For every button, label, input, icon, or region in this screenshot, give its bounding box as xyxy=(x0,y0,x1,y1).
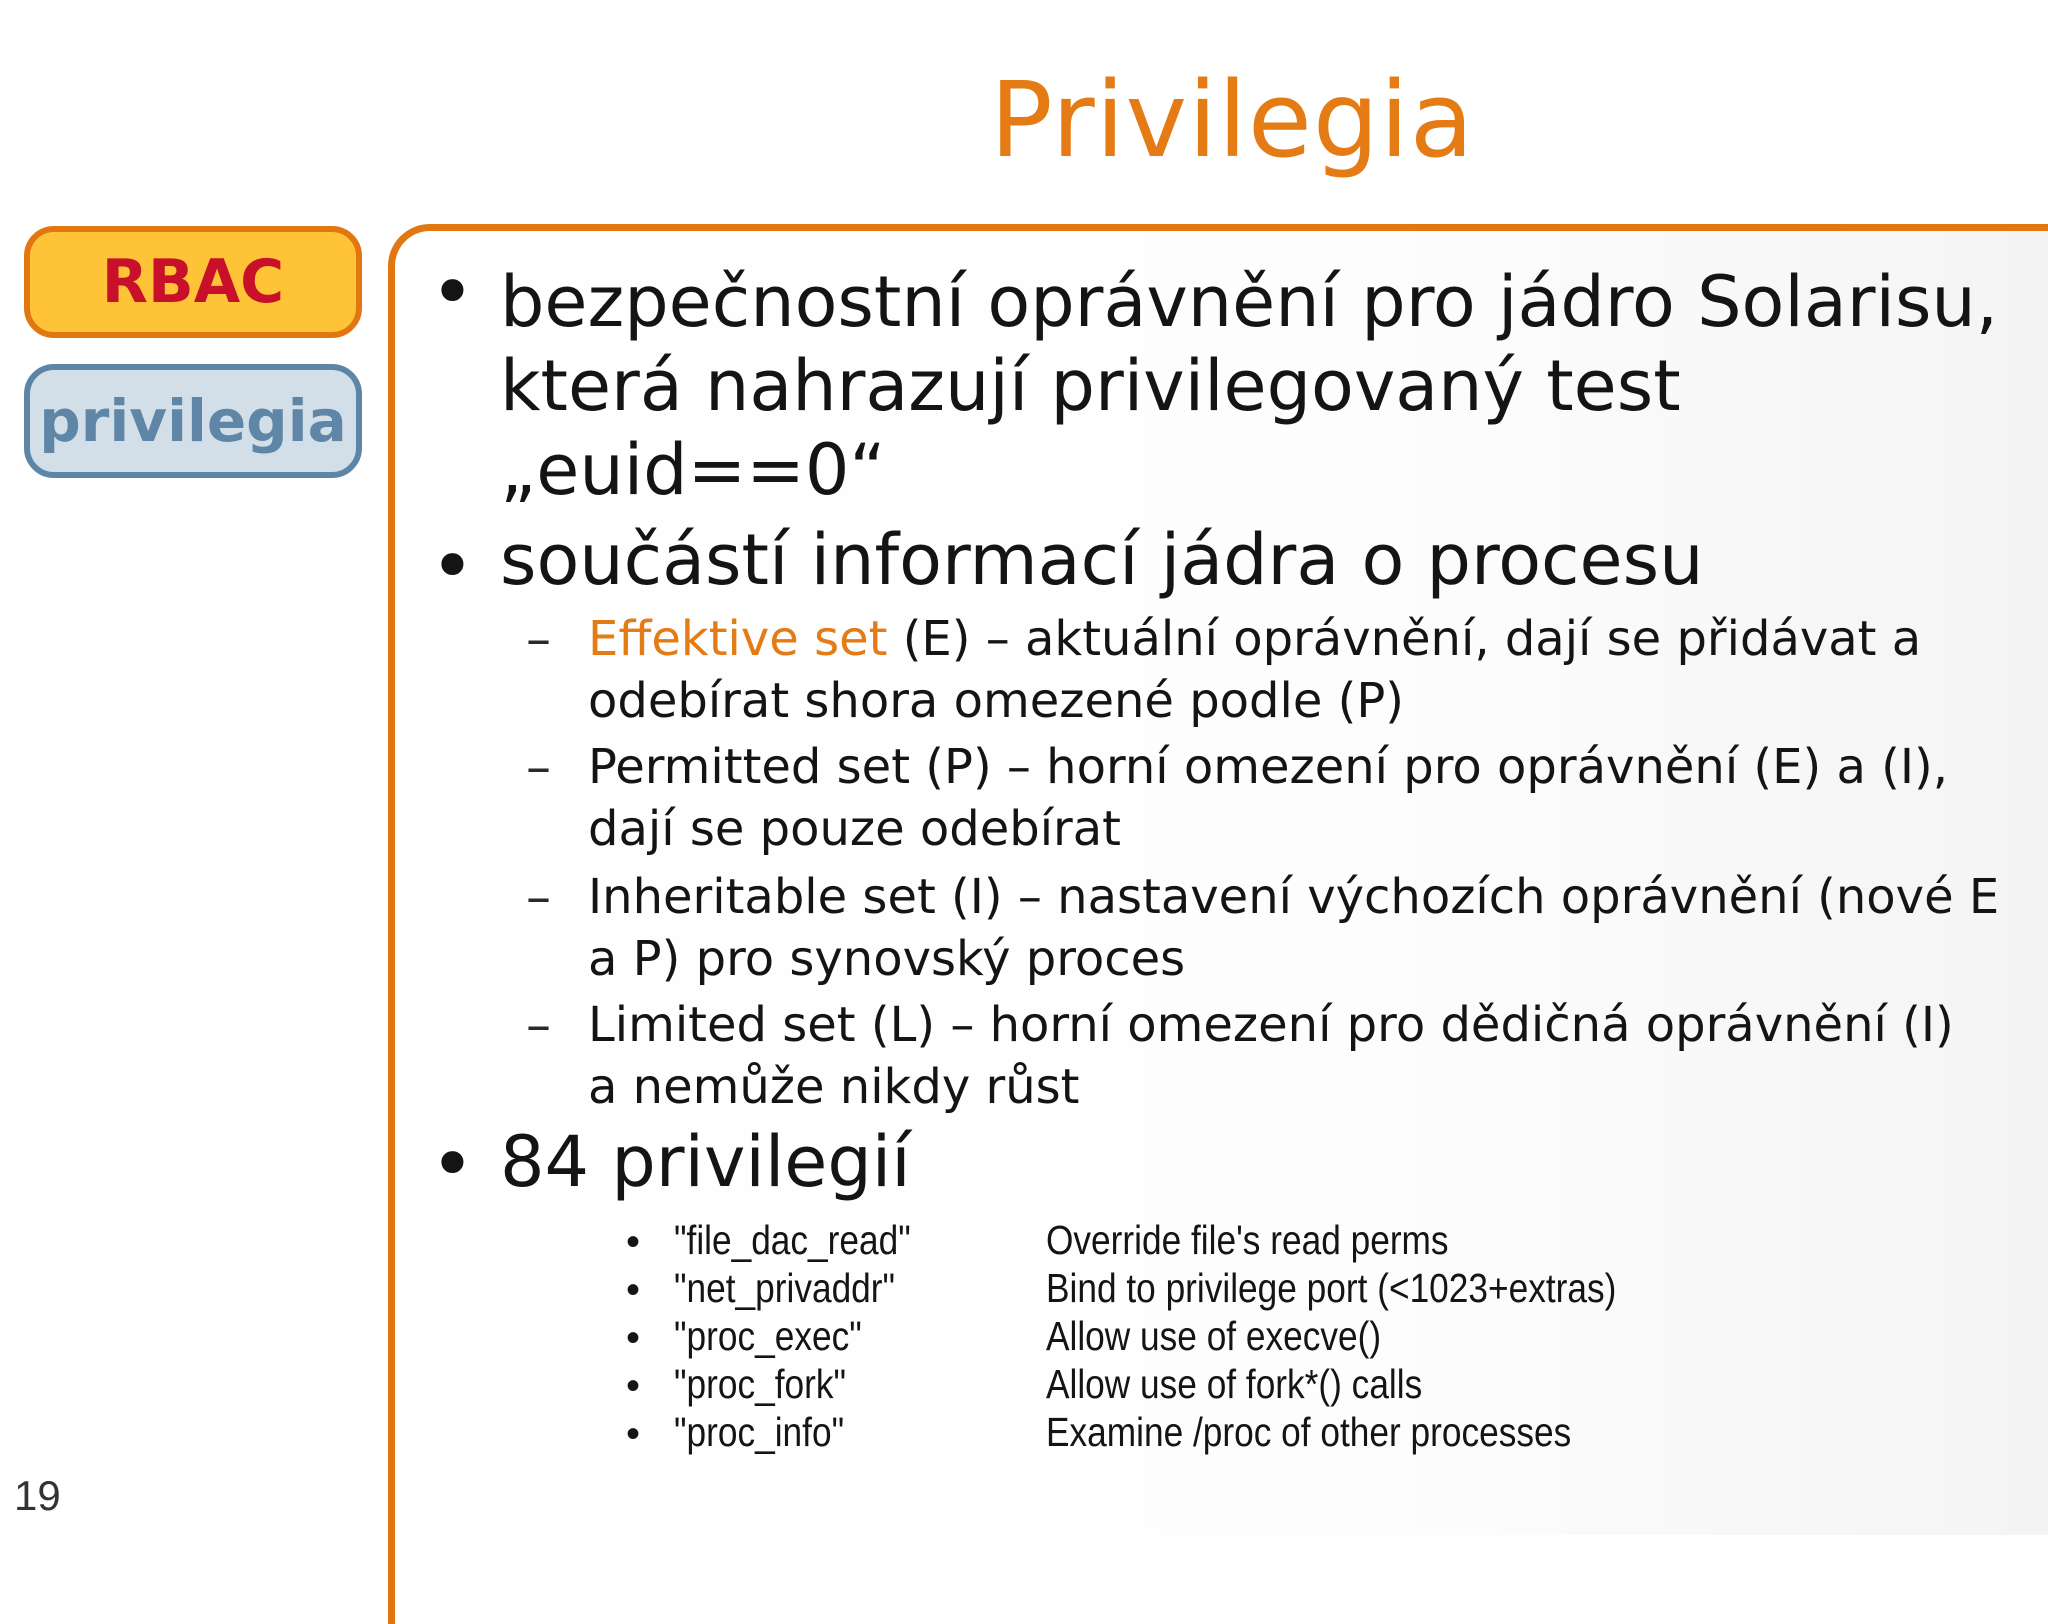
privilege-name: "net_privaddr" xyxy=(674,1265,896,1311)
sidebar-tag-label: RBAC xyxy=(101,247,285,317)
privilege-bullet: • xyxy=(626,1412,641,1456)
bullet-line: „euid==0“ xyxy=(500,429,886,511)
sub-item-dash: – xyxy=(526,610,551,668)
sub-item-dash: – xyxy=(526,996,551,1054)
privilege-name: "file_dac_read" xyxy=(674,1217,911,1263)
bullet-marker: • xyxy=(430,521,475,610)
privilege-description: Allow use of execve() xyxy=(1046,1313,1382,1359)
bullet-line: bezpečnostní oprávnění pro jádro Solarisu, xyxy=(500,261,1999,343)
privilege-name: "proc_exec" xyxy=(674,1313,862,1359)
sub-item-line: Limited set (L) – horní omezení pro dědičná oprávnění (I) xyxy=(588,997,1954,1053)
sub-item-dash: – xyxy=(526,738,551,796)
sub-item-line: a P) pro synovský proces xyxy=(588,931,1186,987)
sub-item-dash: – xyxy=(526,868,551,926)
sub-item-line: Inheritable set (I) – nastavení výchozích oprávnění (nové E xyxy=(588,869,2000,925)
sub-item-line: a nemůže nikdy růst xyxy=(588,1059,1080,1115)
privilege-bullet: • xyxy=(626,1268,641,1312)
privilege-description: Allow use of fork*() calls xyxy=(1046,1361,1423,1407)
sub-item-text xyxy=(588,994,1954,1118)
sidebar-tag-label: privilegia xyxy=(39,387,347,455)
privilege-description: Override file's read perms xyxy=(1046,1217,1449,1263)
sub-item-line xyxy=(588,608,1921,670)
slide-title: Privilegia xyxy=(990,59,1475,181)
page-number: 19 xyxy=(14,1472,61,1519)
sub-item-line: dají se pouze odebírat xyxy=(588,801,1121,857)
privilege-bullet: • xyxy=(626,1220,641,1264)
bullet-line: která nahrazují privilegovaný test xyxy=(500,345,1681,427)
sub-item-line: Permitted set (P) – horní omezení pro oprávnění (E) a (I), xyxy=(588,739,1948,795)
privilege-bullet: • xyxy=(626,1316,641,1360)
privilege-bullet: • xyxy=(626,1364,641,1408)
sub-item-text xyxy=(588,866,1999,990)
privilege-description: Bind to privilege port (<1023+extras) xyxy=(1046,1265,1617,1311)
sidebar-tag-privilegia[interactable] xyxy=(24,364,362,478)
bullet-text: součástí informací jádra o procesu xyxy=(500,519,1704,601)
sub-item-text xyxy=(588,608,1921,732)
bullet-marker: • xyxy=(430,1119,475,1208)
bullet-text: 84 privilegií xyxy=(500,1121,911,1203)
privilege-name: "proc_info" xyxy=(674,1409,845,1455)
bullet-text xyxy=(500,260,2040,512)
sidebar-tag-rbac[interactable] xyxy=(24,226,362,338)
privilege-name: "proc_fork" xyxy=(674,1361,847,1407)
sub-item-text xyxy=(588,736,1948,860)
bullet-marker: • xyxy=(430,247,475,336)
sub-item-line: odebírat shora omezené podle (P) xyxy=(588,673,1405,729)
sub-item-rest: (E) – aktuální oprávnění, dají se přidávat a xyxy=(887,611,1922,667)
effective-set-highlight: Effektive set xyxy=(588,611,888,667)
privilege-description: Examine /proc of other processes xyxy=(1046,1409,1572,1455)
